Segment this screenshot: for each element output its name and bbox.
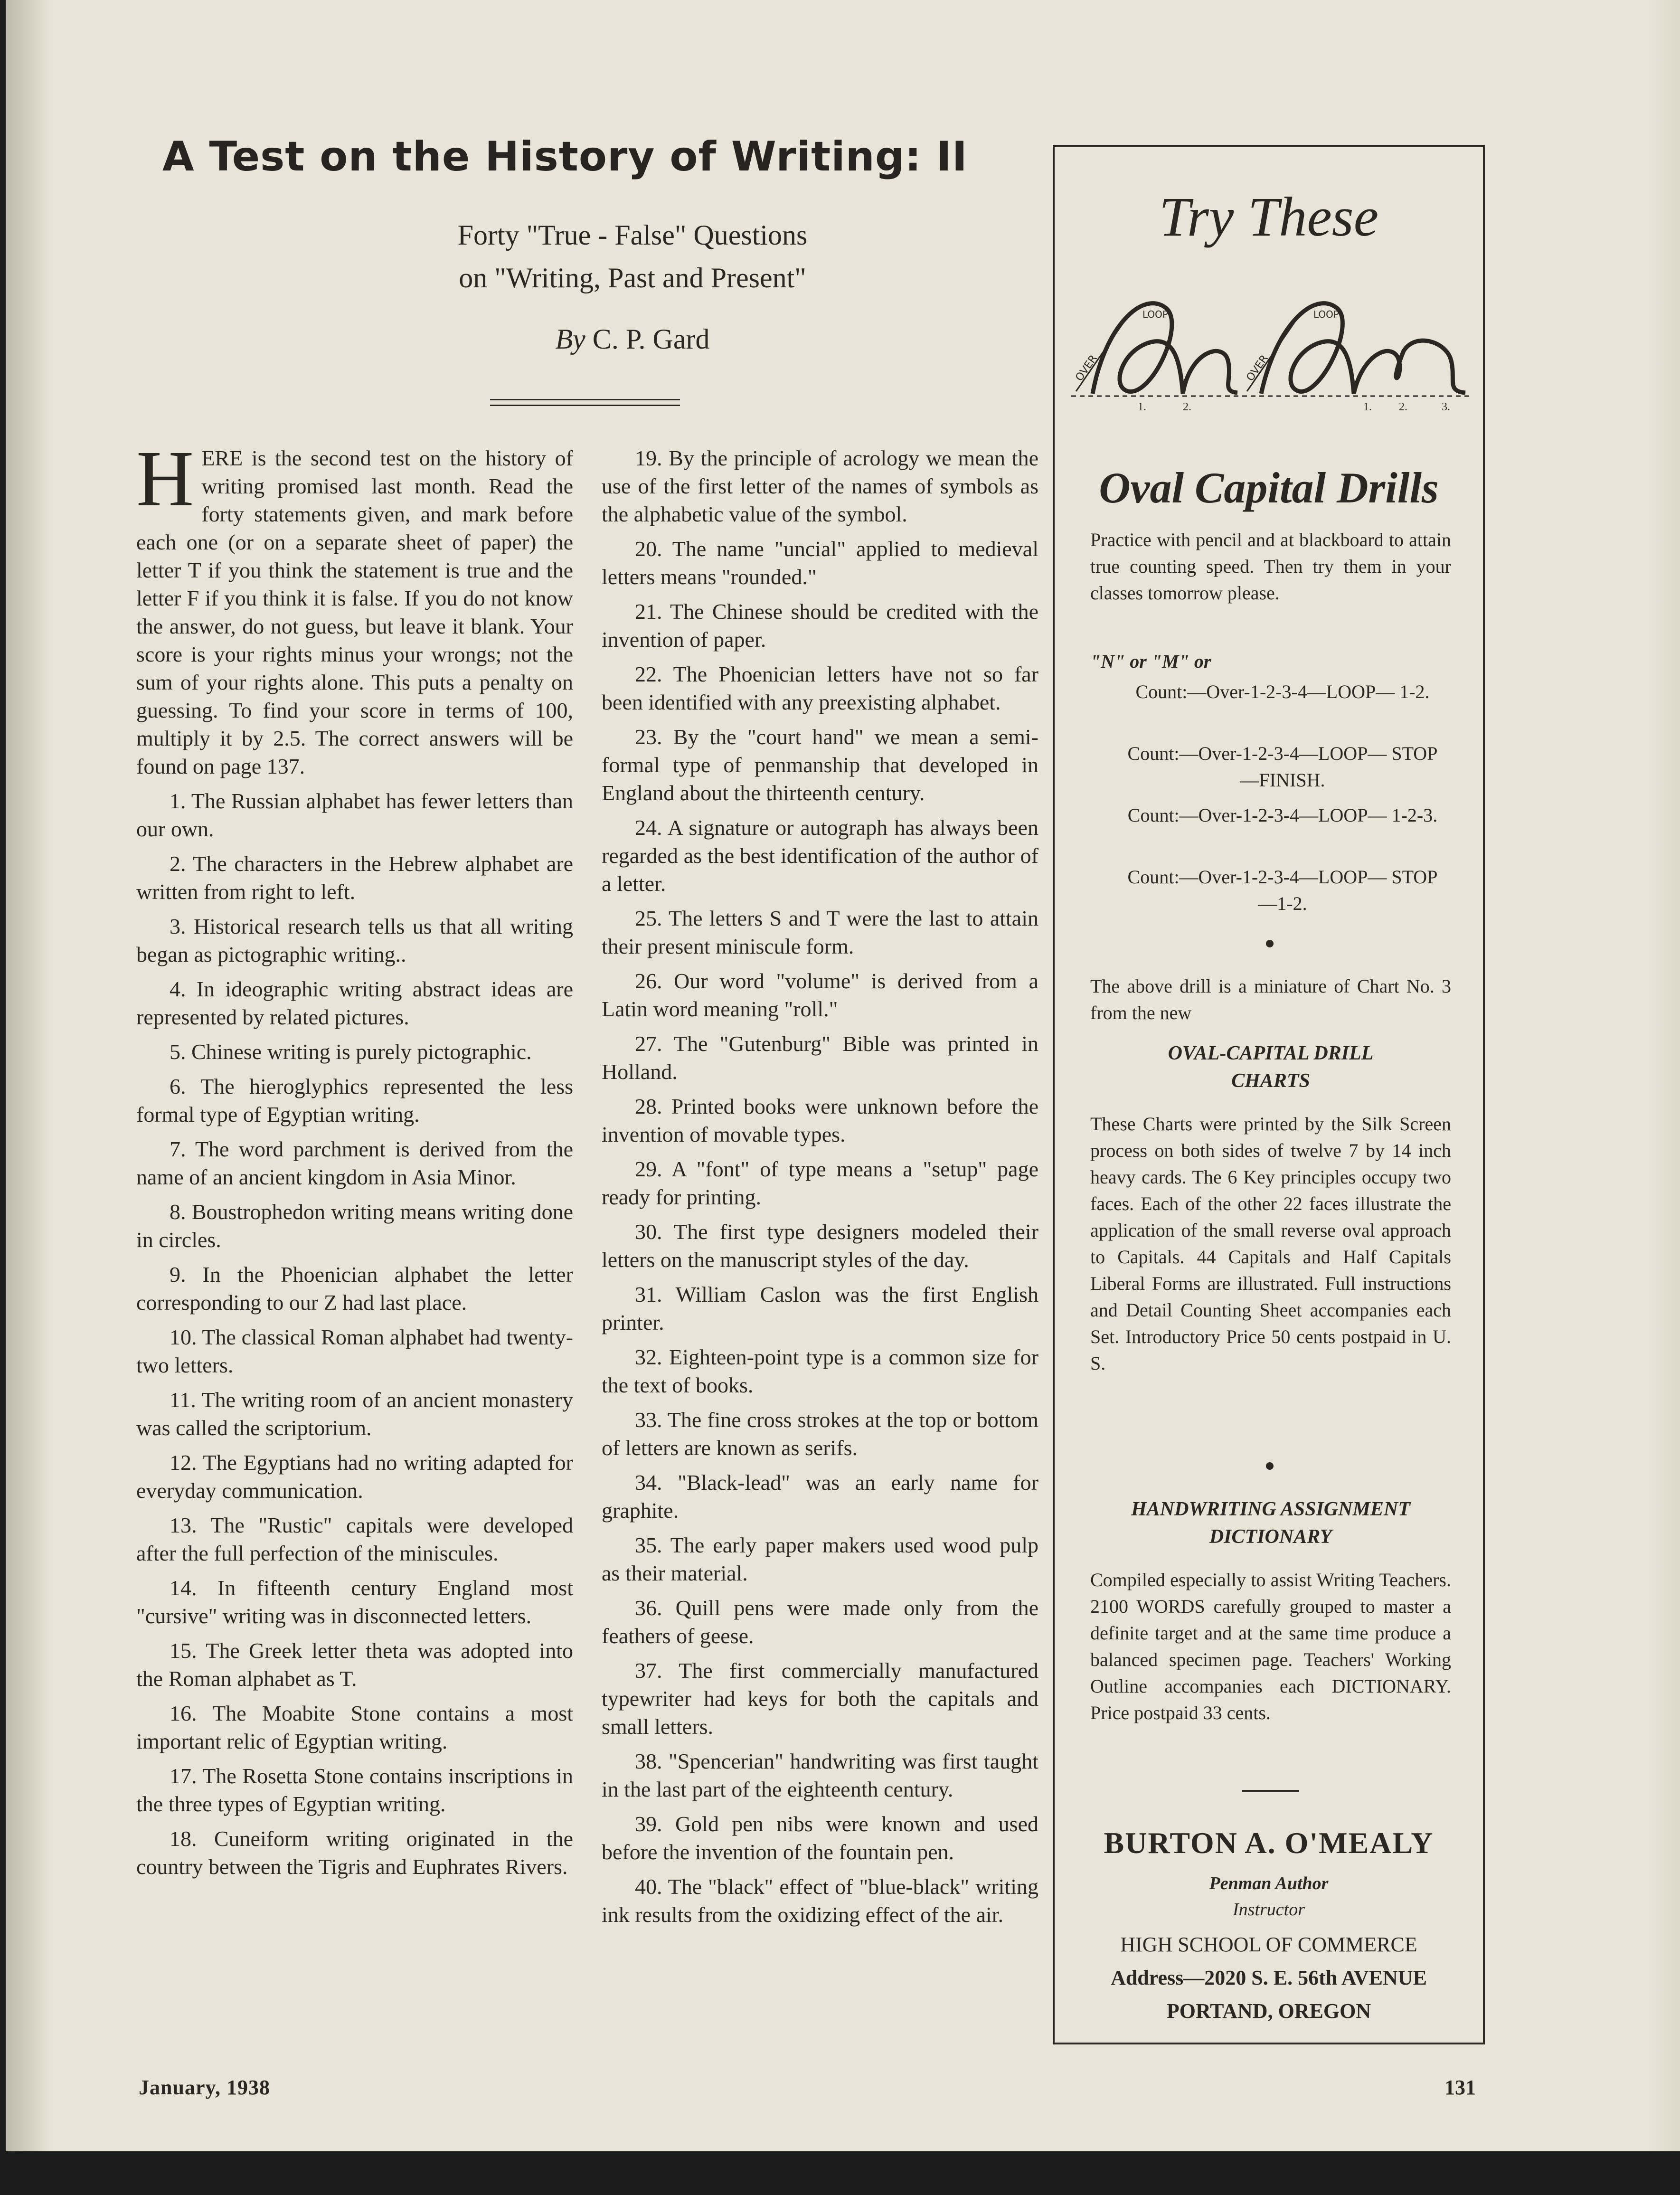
question-item: 32. Eighteen-point type is a common size for the text of books.	[602, 1345, 1038, 1397]
count-line-2: Count:—Over-1-2-3-4—LOOP— STOP—FINISH.	[1127, 743, 1438, 791]
byline	[300, 323, 965, 356]
subtitle-line-1: Forty "True - False" Questions	[457, 219, 808, 251]
city-line: PORTAND, OREGON	[1166, 1999, 1371, 2023]
practice-text: Practice with pencil and at blackboard to attain true counting speed. Then try them in your classes tomorrow please.	[1090, 529, 1451, 604]
charts-heading: OVAL-CAPITAL DRILL CHARTS	[1168, 1042, 1374, 1092]
article-subtitle	[300, 214, 965, 299]
page-number: 131	[1444, 2076, 1476, 2099]
question-item: 23. By the "court hand" we mean a semi-formal type of penmanship that developed in England about the thirteenth century.	[602, 725, 1038, 805]
ad-title: Try These	[1159, 186, 1379, 248]
question-item: 12. The Egyptians had no writing adapted for everyday communication.	[136, 1450, 573, 1503]
question-item: 15. The Greek letter theta was adopted into the Roman alphabet as T.	[136, 1638, 573, 1691]
byline-prefix: By	[555, 323, 585, 355]
question-item: 8. Boustrophedon writing means writing done in circles.	[136, 1200, 573, 1252]
left-column	[136, 435, 573, 1887]
page-edge-shadow	[1647, 0, 1680, 2151]
address-line: Address—2020 S. E. 56th AVENUE	[1111, 1966, 1427, 1989]
question-item: 36. Quill pens were made only from the feathers of geese.	[602, 1596, 1038, 1648]
question-item: 16. The Moabite Stone contains a most important relic of Egyptian writing.	[136, 1701, 573, 1753]
subtitle-line-2: on "Writing, Past and Present"	[459, 262, 806, 293]
charts-description: These Charts were printed by the Silk Screen process on both sides of twelve 7 by 14 inch heavy cards. The 6 Key principles occupy two faces. Each of the other 22 faces illustrate the application of the small reverse oval approach to Capitals. 44 Capitals and Half Capitals Liberal Forms are illustrated. Full instructions and Detail Counting Sheet accompanies each Set. Introductory Price 50 cents postpaid in U. S.	[1090, 1113, 1451, 1374]
script-n-tail	[1183, 351, 1237, 394]
question-item: 34. "Black-lead" was an early name for graphite.	[602, 1470, 1038, 1523]
question-item: 14. In fifteenth century England most "cursive" writing was in disconnected letters.	[136, 1576, 573, 1628]
article-title: A Test on the History of Writing: II	[162, 133, 968, 180]
script-m-stroke	[1261, 303, 1354, 394]
question-item: 4. In ideographic writing abstract ideas are represented by related pictures.	[136, 977, 573, 1029]
count-label-1b: 1.	[1363, 401, 1372, 413]
question-item: 25. The letters S and T were the last to attain their present miniscule form.	[602, 906, 1038, 958]
label-over-1: OVER	[1073, 352, 1100, 384]
oval-drill-illustration	[1071, 270, 1470, 417]
footer-date: January, 1938	[139, 2076, 271, 2099]
count-label-2a: 2.	[1183, 401, 1191, 413]
question-item: 30. The first type designers modeled their letters on the manuscript styles of the day.	[602, 1220, 1038, 1272]
question-item: 9. In the Phoenician alphabet the letter corresponding to our Z had last place.	[136, 1262, 573, 1315]
page-spine-shadow	[6, 0, 51, 2151]
question-item: 11. The writing room of an ancient monastery was called the scriptorium.	[136, 1388, 573, 1440]
question-item: 6. The hieroglyphics represented the less formal type of Egyptian writing.	[136, 1074, 573, 1126]
byline-author: C. P. Gard	[585, 323, 710, 355]
counts-heading: "N" or "M" or	[1090, 651, 1211, 672]
question-item: 24. A signature or autograph has always been regarded as the best identification of the author of a letter.	[602, 815, 1038, 896]
title-divider	[490, 399, 680, 406]
author-name: BURTON A. O'MEALY	[1104, 1826, 1434, 1860]
label-over-2: OVER	[1244, 352, 1271, 384]
question-item: 17. The Rosetta Stone contains inscriptions in the three types of Egyptian writing.	[136, 1764, 573, 1816]
drop-cap: H	[136, 435, 194, 523]
count-line-4: Count:—Over-1-2-3-4—LOOP— STOP—1-2.	[1127, 866, 1438, 914]
school-name: HIGH SCHOOL OF COMMERCE	[1120, 1933, 1417, 1956]
question-item: 28. Printed books were unknown before the invention of movable types.	[602, 1094, 1038, 1146]
bullet-divider-1	[1266, 940, 1274, 947]
question-item: 33. The fine cross strokes at the top or bottom of letters are known as serifs.	[602, 1408, 1038, 1460]
count-label-1a: 1.	[1138, 401, 1146, 413]
ad-subtitle: Oval Capital Drills	[1099, 464, 1439, 512]
question-item: 20. The name "uncial" applied to medieval letters means "rounded."	[602, 537, 1038, 589]
question-item: 38. "Spencerian" handwriting was first taught in the last part of the eighteenth century.	[602, 1749, 1038, 1801]
question-list-left	[136, 787, 573, 1881]
author-role-2: Instructor	[1233, 1900, 1305, 1920]
author-divider	[1242, 1790, 1299, 1792]
intro-paragraph	[136, 435, 573, 780]
question-item: 29. A "font" of type means a "setup" page ready for printing.	[602, 1157, 1038, 1209]
question-item: 22. The Phoenician letters have not so far been identified with any preexisting alphabet.	[602, 662, 1038, 714]
question-item: 1. The Russian alphabet has fewer letters than our own.	[136, 789, 573, 841]
question-item: 18. Cuneiform writing originated in the country between the Tigris and Euphrates Rivers.	[136, 1826, 573, 1879]
script-m-tail	[1354, 341, 1465, 394]
author-role-1: Penman Author	[1209, 1873, 1329, 1893]
middle-column	[602, 444, 1038, 1935]
question-item: 37. The first commercially manufactured typewriter had keys for both the capitals and small letters.	[602, 1658, 1038, 1739]
question-item: 7. The word parchment is derived from the name of an ancient kingdom in Asia Minor.	[136, 1137, 573, 1189]
magazine-page	[6, 0, 1680, 2151]
count-label-3: 3.	[1442, 401, 1450, 413]
count-label-2b: 2.	[1399, 401, 1407, 413]
question-item: 10. The classical Roman alphabet had twenty-two letters.	[136, 1325, 573, 1377]
question-item: 31. William Caslon was the first English printer.	[602, 1282, 1038, 1334]
label-loop-2: LOOP	[1313, 309, 1339, 320]
question-item: 2. The characters in the Hebrew alphabet are written from right to left.	[136, 852, 573, 904]
advertisement-box	[1053, 145, 1485, 2044]
question-item: 26. Our word "volume" is derived from a Latin word meaning "roll."	[602, 969, 1038, 1021]
dictionary-heading: HANDWRITING ASSIGNMENT DICTIONARY	[1131, 1498, 1410, 1548]
bullet-divider-2	[1266, 1462, 1274, 1470]
question-item: 21. The Chinese should be credited with the invention of paper.	[602, 599, 1038, 652]
question-list-right	[602, 444, 1038, 1929]
question-item: 39. Gold pen nibs were known and used before the invention of the fountain pen.	[602, 1812, 1038, 1864]
question-item: 27. The "Gutenburg" Bible was printed in Holland.	[602, 1031, 1038, 1084]
count-line-3: Count:—Over-1-2-3-4—LOOP— 1-2-3.	[1127, 804, 1438, 826]
question-item: 5. Chinese writing is purely pictographic.	[170, 1040, 532, 1064]
count-line-1: Count:—Over-1-2-3-4—LOOP— 1-2.	[1135, 681, 1430, 702]
intro-text: ERE is the second test on the history of writing promised last month. Read the forty statements given, and mark before each one (or on a separate sheet of paper) the letter T if you think the statement is true and the letter F if you think it is false. If you do not know the answer, do not guess, but leave it blank. Your score is your rights minus your wrongs; not the sum of your rights alone. This puts a penalty on guessing. To find your score in terms of 100, multiply it by 2.5. The correct answers will be found on page 137.	[136, 446, 573, 778]
question-item: 3. Historical research tells us that all writing began as pictographic writing..	[136, 914, 573, 966]
miniature-text: The above drill is a miniature of Chart No. 3 from the new	[1090, 975, 1451, 1023]
question-item: 35. The early paper makers used wood pulp as their material.	[602, 1533, 1038, 1585]
question-item: 40. The "black" effect of "blue-black" writing ink results from the oxidizing effect of the air.	[602, 1874, 1038, 1927]
label-loop-1: LOOP	[1142, 309, 1168, 320]
question-item: 13. The "Rustic" capitals were developed after the full perfection of the miniscules.	[136, 1513, 573, 1565]
question-item: 19. By the principle of acrology we mean the use of the first letter of the names of symbols as the alphabetic value of the symbol.	[602, 446, 1038, 526]
dictionary-description: Compiled especially to assist Writing Teachers. 2100 WORDS carefully grouped to master a definite target and at the same time produce a balanced specimen page. Teachers' Working Outline accompanies each DICTIONARY. Price postpaid 33 cents.	[1090, 1569, 1451, 1723]
